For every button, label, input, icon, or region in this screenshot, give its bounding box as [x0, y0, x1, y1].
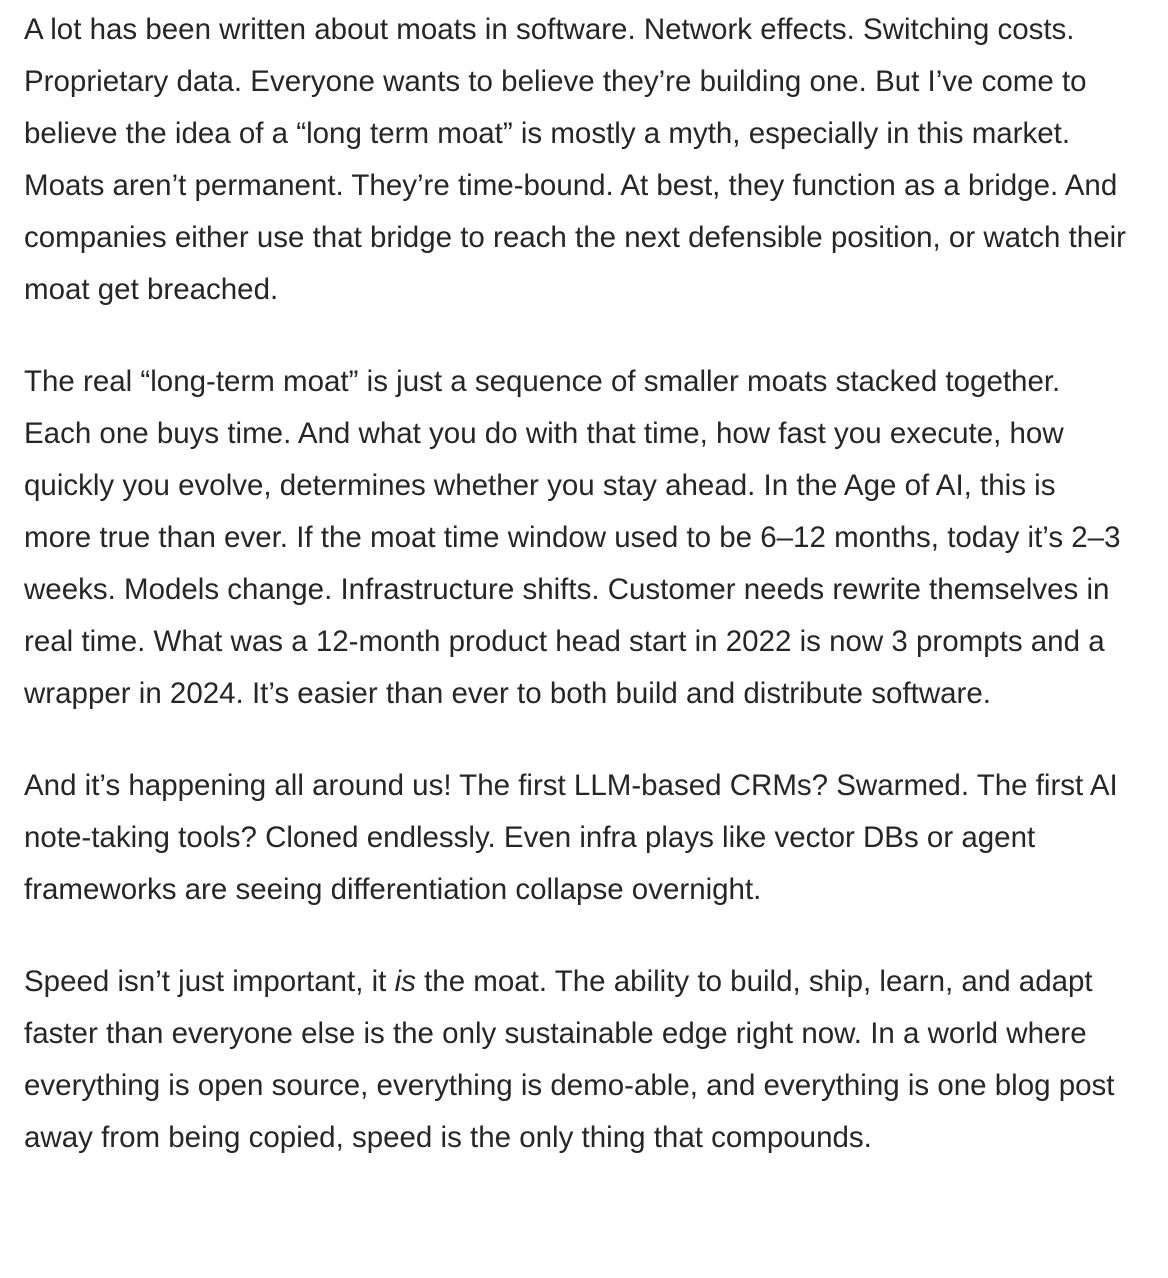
- paragraph-moats-myth: A lot has been written about moats in software. Network effects. Switching costs. Proprietary data. Everyone wants to believe they’re building one. But I’ve come to believe the idea of a “long term moat” is mostly a myth, especially in this market. Moats aren’t permanent. They’re time-bound. At best, they function as a bridge. And companies either use that bridge to reach the next defensible position, or watch their moat get breached.: [24, 13, 1126, 306]
- paragraph-text-before: Speed isn’t just important, it: [24, 965, 395, 998]
- paragraph-examples: And it’s happening all around us! The first LLM-based CRMs? Swarmed. The first AI note-taking tools? Cloned endlessly. Even infra plays like vector DBs or agent frameworks are seeing differentiation collapse overnight.: [24, 769, 1118, 906]
- paragraph-speed-is-moat: [24, 956, 1128, 1164]
- article-body: [24, 4, 1128, 1164]
- paragraph-stacked-moats: The real “long-term moat” is just a sequence of smaller moats stacked together. Each one buys time. And what you do with that time, how fast you execute, how quickly you evolve, determines whether you stay ahead. In the Age of AI, this is more true than ever. If the moat time window used to be 6–12 months, today it’s 2–3 weeks. Models change. Infrastructure shifts. Customer needs rewrite themselves in real time. What was a 12-month product head start in 2022 is now 3 prompts and a wrapper in 2024. It’s easier than ever to both build and distribute software.: [24, 365, 1121, 710]
- paragraph-text-after: the moat. The ability to build, ship, learn, and adapt faster than everyone else is the only sustainable edge right now. In a world where everything is open source, everything is demo-able, and everything is one blog post away from being copied, speed is the only thing that compounds.: [24, 965, 1115, 1154]
- emphasis-text: is: [394, 965, 416, 998]
